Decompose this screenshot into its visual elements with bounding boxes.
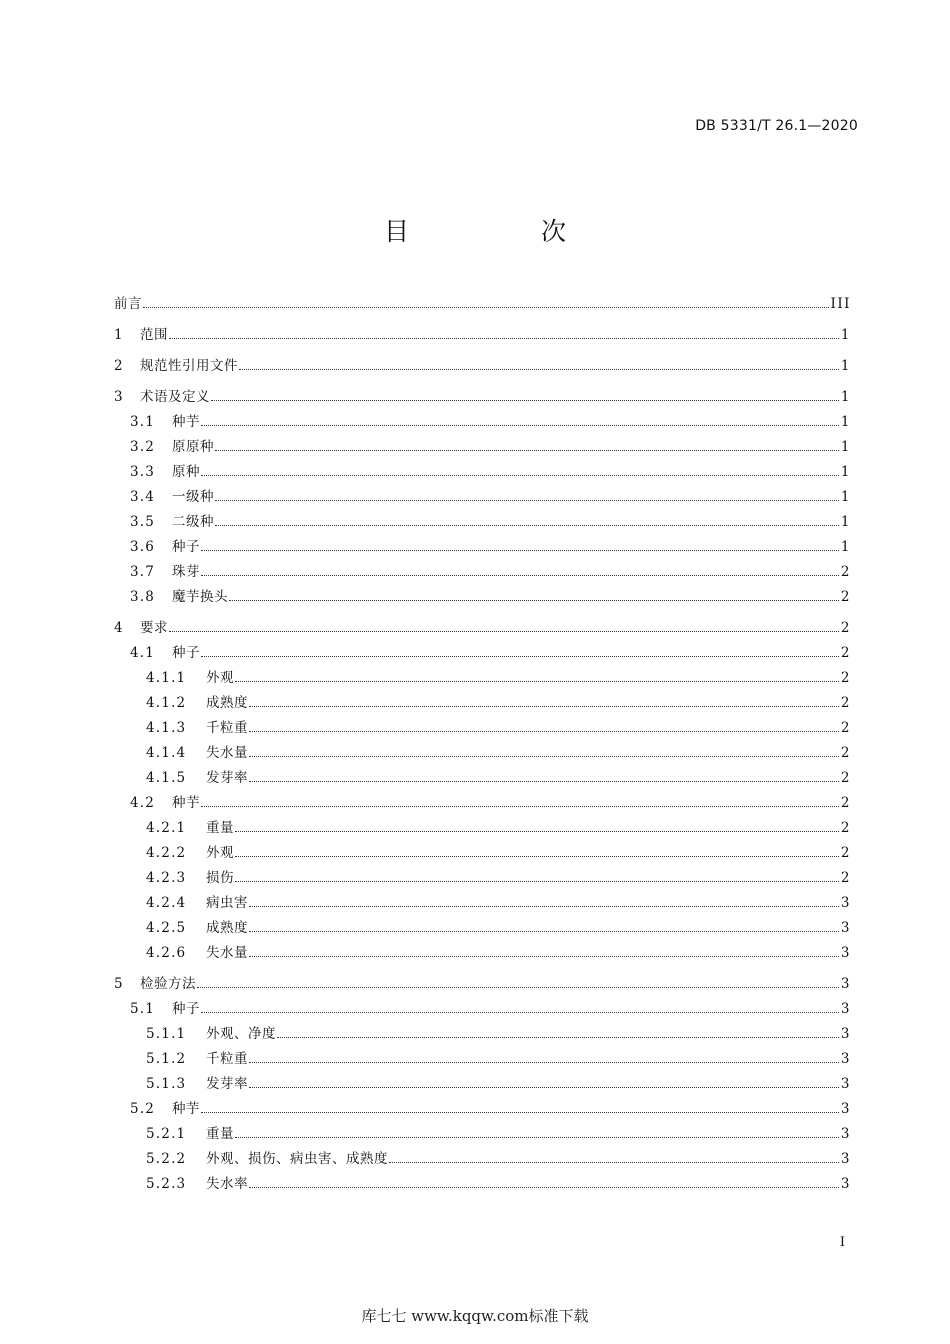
toc-entry-page: 1 <box>840 514 851 530</box>
toc-entry[interactable] <box>114 560 851 585</box>
toc-entry-label: 成熟度 <box>206 695 248 711</box>
toc-entry-number: 5 <box>114 976 124 992</box>
toc-entry[interactable] <box>114 891 851 916</box>
toc-entry[interactable] <box>114 435 851 460</box>
toc-entry-label: 失水率 <box>206 1176 248 1192</box>
toc-entry-number: 4.1.4 <box>146 745 187 761</box>
toc-entry-page: 2 <box>840 870 851 886</box>
toc-leader-dots <box>235 880 839 882</box>
toc-entry-label: 千粒重 <box>206 720 248 736</box>
toc-leader-dots <box>201 474 839 476</box>
toc-leader-dots <box>215 449 839 451</box>
toc-leader-dots <box>249 955 839 957</box>
toc-entry[interactable] <box>114 385 851 410</box>
toc-entry-number: 3.4 <box>130 489 156 505</box>
toc-entry-label: 要求 <box>140 620 168 636</box>
toc-entry-label: 损伤 <box>206 870 234 886</box>
toc-leader-dots <box>143 306 829 308</box>
toc-entry[interactable] <box>114 666 851 691</box>
toc-entry-label: 种芋 <box>172 414 200 430</box>
toc-entry-number: 4.2.6 <box>146 945 187 961</box>
toc-entry-page: 2 <box>840 795 851 811</box>
toc-leader-dots <box>197 986 839 988</box>
toc-entry-page: III <box>830 296 851 312</box>
toc-entry-page: 2 <box>840 745 851 761</box>
toc-entry-label: 魔芋换头 <box>172 589 228 605</box>
toc-entry[interactable] <box>114 1072 851 1097</box>
toc-entry-number: 2 <box>114 358 124 374</box>
toc-leader-dots <box>201 574 839 576</box>
toc-entry[interactable] <box>114 941 851 966</box>
toc-entry-label: 范围 <box>140 327 168 343</box>
toc-leader-dots <box>235 680 839 682</box>
toc-entry-label: 外观 <box>206 670 234 686</box>
toc-entry-label: 种子 <box>172 539 200 555</box>
toc-entry-number: 3.8 <box>130 589 156 605</box>
toc-entry[interactable] <box>114 997 851 1022</box>
toc-entry-label: 外观 <box>206 845 234 861</box>
toc-entry-page: 3 <box>840 1126 851 1142</box>
toc-leader-dots <box>201 655 839 657</box>
watermark-text: 库七七 www.kqqw.com标准下载 <box>361 1307 589 1325</box>
toc-entry-page: 2 <box>840 770 851 786</box>
toc-leader-dots <box>201 1111 839 1113</box>
toc-entry-page: 2 <box>840 670 851 686</box>
toc-entry-label: 二级种 <box>172 514 214 530</box>
toc-entry[interactable] <box>114 354 851 379</box>
toc-leader-dots <box>235 830 839 832</box>
toc-entry-number: 4.2 <box>130 795 156 811</box>
toc-entry-number: 3.6 <box>130 539 156 555</box>
toc-entry-number: 3.5 <box>130 514 156 530</box>
toc-entry-number: 5.1 <box>130 1001 156 1017</box>
toc-entry[interactable] <box>114 691 851 716</box>
toc-entry[interactable] <box>114 1172 851 1197</box>
toc-entry-number: 4.1.5 <box>146 770 187 786</box>
toc-entry[interactable] <box>114 741 851 766</box>
toc-leader-dots <box>249 730 839 732</box>
toc-entry-label: 外观、损伤、病虫害、成熟度 <box>206 1151 388 1167</box>
toc-entry-label: 规范性引用文件 <box>140 358 238 374</box>
toc-entry-number: 4.1 <box>130 645 156 661</box>
toc-entry-number: 5.1.2 <box>146 1051 187 1067</box>
toc-entry-label: 检验方法 <box>140 976 196 992</box>
toc-entry[interactable] <box>114 866 851 891</box>
toc-entry-page: 2 <box>840 845 851 861</box>
toc-entry[interactable] <box>114 292 851 317</box>
toc-entry-label: 重量 <box>206 1126 234 1142</box>
toc-entry-label: 原种 <box>172 464 200 480</box>
toc-leader-dots <box>389 1161 839 1163</box>
toc-entry-label: 发芽率 <box>206 770 248 786</box>
toc-leader-dots <box>249 705 839 707</box>
toc-entry[interactable] <box>114 410 851 435</box>
toc-leader-dots <box>277 1036 839 1038</box>
toc-leader-dots <box>235 1136 839 1138</box>
toc-leader-dots <box>201 424 839 426</box>
toc-entry[interactable] <box>114 1147 851 1172</box>
toc-entry-number: 3.1 <box>130 414 156 430</box>
toc-entry-label: 珠芽 <box>172 564 200 580</box>
toc-entry[interactable] <box>114 916 851 941</box>
toc-entry-page: 1 <box>840 539 851 555</box>
toc-entry-label: 重量 <box>206 820 234 836</box>
page-number: I <box>839 1235 846 1250</box>
toc-entry-number: 4.2.3 <box>146 870 187 886</box>
toc-entry-number: 5.2.1 <box>146 1126 187 1142</box>
toc-entry-number: 5.2.3 <box>146 1176 187 1192</box>
toc-entry[interactable] <box>114 972 851 997</box>
toc-leader-dots <box>249 780 839 782</box>
toc-entry[interactable] <box>114 323 851 348</box>
toc-leader-dots <box>201 1011 839 1013</box>
toc-entry[interactable] <box>114 791 851 816</box>
toc-entry-page: 3 <box>840 895 851 911</box>
toc-entry[interactable] <box>114 585 851 610</box>
toc-entry-page: 3 <box>840 1001 851 1017</box>
toc-entry[interactable] <box>114 816 851 841</box>
toc-entry-page: 3 <box>840 1176 851 1192</box>
toc-entry-page: 2 <box>840 645 851 661</box>
toc-entry[interactable] <box>114 1097 851 1122</box>
toc-entry-page: 3 <box>840 1101 851 1117</box>
toc-entry[interactable] <box>114 510 851 535</box>
toc-entry-page: 1 <box>840 389 851 405</box>
toc-entry-label: 种芋 <box>172 795 200 811</box>
toc-entry[interactable] <box>114 616 851 641</box>
toc-entry-page: 1 <box>840 489 851 505</box>
toc-entry-page: 3 <box>840 1151 851 1167</box>
toc-entry-label: 种子 <box>172 1001 200 1017</box>
toc-entry-page: 2 <box>840 720 851 736</box>
toc-entry-page: 2 <box>840 589 851 605</box>
toc-leader-dots <box>249 1086 839 1088</box>
toc-leader-dots <box>215 524 839 526</box>
toc-entry[interactable] <box>114 841 851 866</box>
toc-entry-number: 4.2.5 <box>146 920 187 936</box>
toc-entry-number: 1 <box>114 327 124 343</box>
toc-entry-number: 3 <box>114 389 124 405</box>
toc-entry-label: 种子 <box>172 645 200 661</box>
toc-entry-number: 4.2.2 <box>146 845 187 861</box>
toc-leader-dots <box>239 368 839 370</box>
toc-entry-page: 2 <box>840 695 851 711</box>
toc-entry-number: 3.3 <box>130 464 156 480</box>
toc-entry-number: 5.1.3 <box>146 1076 187 1092</box>
toc-leader-dots <box>201 549 839 551</box>
page-title: 目 次 <box>384 217 628 246</box>
toc-entry-number: 4.2.4 <box>146 895 187 911</box>
toc-entry[interactable] <box>114 766 851 791</box>
toc-entry-label: 种芋 <box>172 1101 200 1117</box>
toc-entry-label: 术语及定义 <box>140 389 210 405</box>
toc-leader-dots <box>169 337 839 339</box>
toc-entry-page: 2 <box>840 620 851 636</box>
toc-entry-label: 失水量 <box>206 945 248 961</box>
toc-leader-dots <box>249 1061 839 1063</box>
toc-leader-dots <box>249 755 839 757</box>
toc-entry[interactable] <box>114 485 851 510</box>
toc-leader-dots <box>249 905 839 907</box>
toc-leader-dots <box>201 805 839 807</box>
toc-entry-page: 3 <box>840 920 851 936</box>
toc-entry-number: 5.2.2 <box>146 1151 187 1167</box>
toc-entry-page: 3 <box>840 945 851 961</box>
toc-leader-dots <box>169 630 839 632</box>
toc-entry-label: 千粒重 <box>206 1051 248 1067</box>
toc-entry-number: 4.2.1 <box>146 820 187 836</box>
toc-entry-number: 3.2 <box>130 439 156 455</box>
toc-entry-number: 4.1.2 <box>146 695 187 711</box>
toc-entry-label: 失水量 <box>206 745 248 761</box>
toc-entry[interactable] <box>114 1022 851 1047</box>
toc-entry-page: 3 <box>840 1026 851 1042</box>
toc-entry-label: 外观、净度 <box>206 1026 276 1042</box>
toc-entry-number: 3.7 <box>130 564 156 580</box>
document-code: DB 5331/T 26.1—2020 <box>695 118 858 134</box>
toc-entry-page: 1 <box>840 358 851 374</box>
toc-entry[interactable] <box>114 1122 851 1147</box>
toc-entry-label: 一级种 <box>172 489 214 505</box>
toc-leader-dots <box>249 1186 839 1188</box>
toc-entry-number: 4 <box>114 620 124 636</box>
toc-entry-number: 4.1.3 <box>146 720 187 736</box>
toc-entry-page: 3 <box>840 1051 851 1067</box>
toc-leader-dots <box>249 930 839 932</box>
toc-entry[interactable] <box>114 716 851 741</box>
toc-leader-dots <box>235 855 839 857</box>
toc-entry[interactable] <box>114 1047 851 1072</box>
toc-entry-page: 3 <box>840 976 851 992</box>
toc-entry-label: 病虫害 <box>206 895 248 911</box>
toc-entry-label: 前言 <box>114 296 142 312</box>
toc-leader-dots <box>215 499 839 501</box>
toc-entry-number: 4.1.1 <box>146 670 187 686</box>
toc-entry[interactable] <box>114 535 851 560</box>
toc-entry-label: 发芽率 <box>206 1076 248 1092</box>
toc-entry-page: 3 <box>840 1076 851 1092</box>
toc-entry-page: 2 <box>840 820 851 836</box>
toc-entry-page: 1 <box>840 414 851 430</box>
toc-entry-page: 2 <box>840 564 851 580</box>
toc-leader-dots <box>229 599 839 601</box>
toc-entry-label: 原原种 <box>172 439 214 455</box>
toc-entry-label: 成熟度 <box>206 920 248 936</box>
toc-entry-number: 5.1.1 <box>146 1026 187 1042</box>
table-of-contents <box>114 292 851 1197</box>
toc-entry-page: 1 <box>840 464 851 480</box>
toc-entry-number: 5.2 <box>130 1101 156 1117</box>
toc-entry[interactable] <box>114 460 851 485</box>
toc-entry-page: 1 <box>840 439 851 455</box>
toc-leader-dots <box>211 399 839 401</box>
toc-entry-page: 1 <box>840 327 851 343</box>
toc-entry[interactable] <box>114 641 851 666</box>
